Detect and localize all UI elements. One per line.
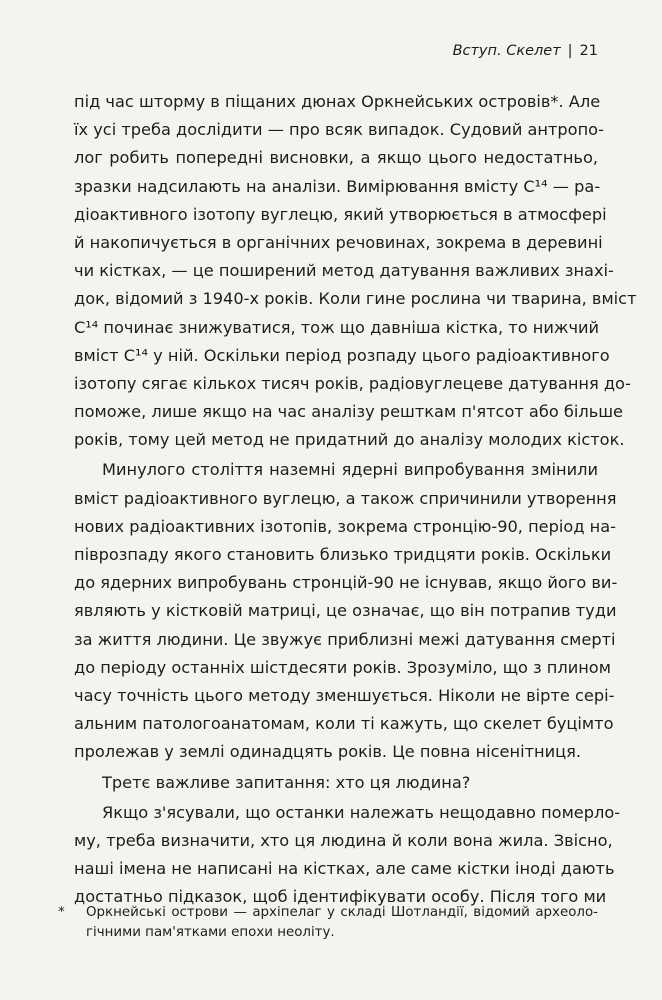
text-line: C¹⁴ починає знижуватися, тож що давніша кістка, то нижчий [74,317,600,337]
text-line: піврозпаду якого становить близько тридцяти років. Оскільки [74,545,612,564]
text-line: альним патологоанатомам, коли ті кажуть, що скелет буцімто [74,714,614,734]
text-line: їх усі треба дослідити — про всяк випадок. Судовий антропо- [74,120,604,140]
text-line: вміст C¹⁴ у ній. Оскільки період розпаду цього радіоактивного [74,345,610,365]
footnote-line: Оркнейські острови — архіпелаг у складі Шотландії, відомий археоло- [86,905,598,920]
text-line: Якщо з'ясували, що останки належать нещодавно померло- [102,802,621,822]
text-line: зразки надсилають на аналізи. Вимірювання вмісту C¹⁴ — ра- [74,176,601,196]
text-line: чи кістках, — це поширений метод датування важливих знахі- [74,261,614,281]
text-line: являють у кістковій матриці, це означає, що він потрапив туди [74,601,617,621]
body-text [74,88,637,911]
text-line: до ядерних випробувань стронцій-90 не існував, якщо його ви- [74,573,618,593]
text-line: док, відомий з 1940-х років. Коли гине рослина чи тварина, вміст [74,289,637,309]
text-line: му, треба визначити, хто ця людина й коли вона жила. Звісно, [74,830,613,850]
text-line: до періоду останніх шістдесяти років. Зрозуміло, що з плином [74,657,611,677]
footnote-line: гічними пам'ятками епохи неоліту. [86,925,335,940]
text-line: під час шторму в піщаних дюнах Оркнейських островів*. Але [74,92,601,111]
text-line: Третє важливе запитання: хто ця людина? [102,772,471,792]
text-line: достатньо підказок, щоб ідентифікувати особу. Після того ми [74,887,607,907]
text-line: нових радіоактивних ізотопів, зокрема стронцію-90, період на- [74,516,616,536]
text-line: вміст радіоактивного вуглецю, а також спричинили утворення [74,488,617,508]
text-line: пролежав у землі одинадцять років. Це повна нісенітниця. [74,742,582,762]
text-line: часу точність цього методу зменшується. Ніколи не вірте сері- [74,685,615,705]
text-line: ізотопу сягає кількох тисяч років, радіовуглецеве датування до- [74,373,631,393]
text-line: лог робить попередні висновки, а якщо цього недостатньо, [74,148,598,168]
footnote-marker: * [58,905,65,920]
chapter-title: Вступ. Скелет [452,43,561,59]
footnote [58,903,598,943]
text-line: Минулого століття наземні ядерні випробування змінили [102,460,598,480]
text-line: й накопичується в органічних речовинах, зокрема в деревині [74,232,603,252]
text-line: діоактивного ізотопу вуглецю, який утворюється в атмосфері [74,204,607,224]
text-line: за життя людини. Це звужує приблизні межі датування смерті [74,629,616,649]
running-header [453,43,598,59]
text-line: наші імена не написані на кістках, але саме кістки іноді дають [74,859,615,879]
page-number: 21 [579,43,598,59]
text-line: поможе, лише якщо на час аналізу решткам п'ятсот або більше [74,402,624,422]
header-separator: | [567,43,573,59]
text-line: років, тому цей метод не придатний до аналізу молодих кісток. [74,430,625,450]
